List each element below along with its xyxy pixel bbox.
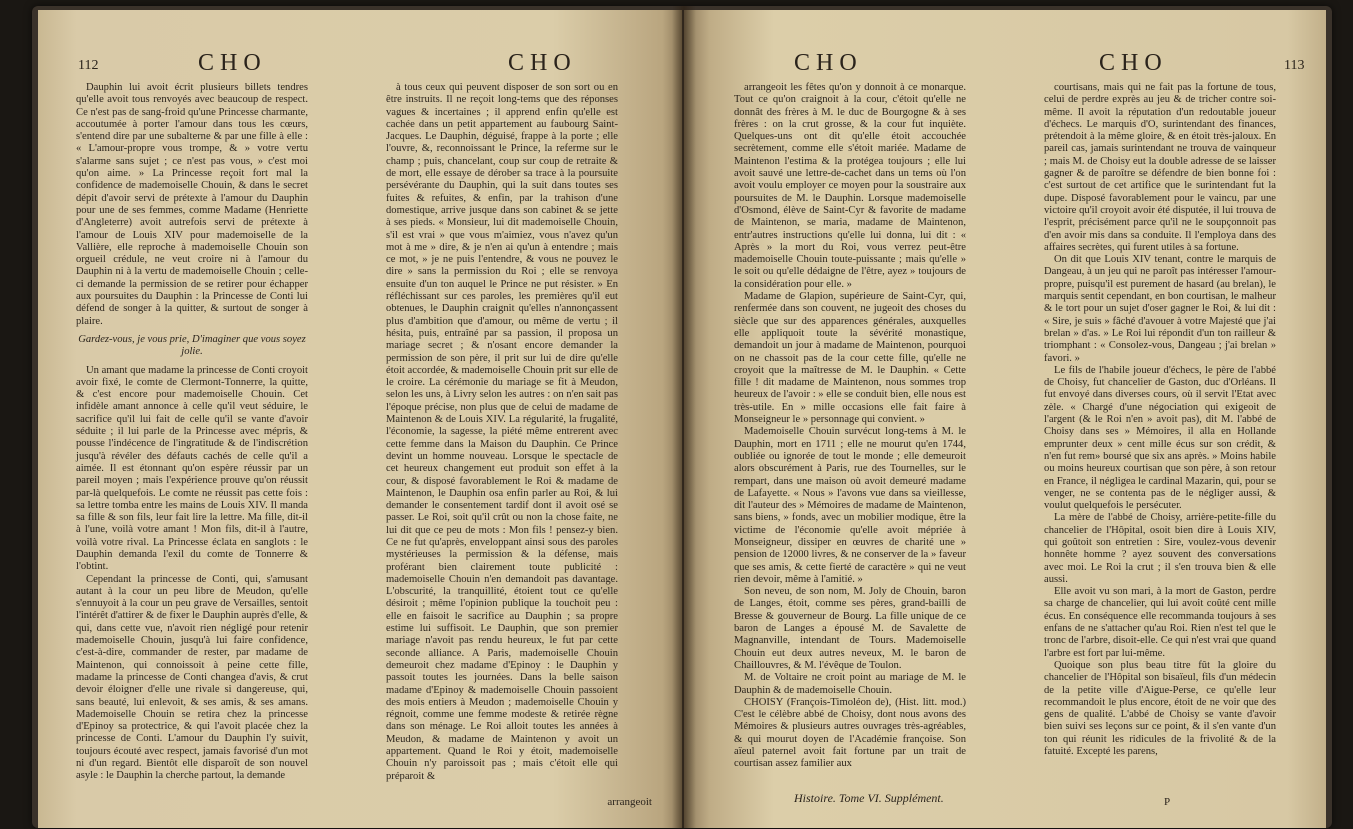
page-number: 112 (78, 58, 99, 73)
running-head: CHO (508, 50, 577, 76)
paragraph: Quoique son plus beau titre fût la gloire du chancelier de l'Hôpital son bisaïeul, fils d'un médecin de la petite ville d'Aigue-Perse, ce qu'elle leur recommandoit le plus encore, étoit de ne voir que des gens de qualité. L'abbé de Choisy se vante d'avoir bien suivi ses leçons sur ce point, & il s'en vante d'un ton qui réunit les ridicules de la frivolité & de la fatuité. Excepté les parens, (1044, 659, 1276, 758)
paragraph: à tous ceux qui peuvent disposer de son sort ou en être instruits. Il ne reçoit long-tems que des réponses vagues & incertaines ; il apprend enfin qu'elle est cachée dans un petit appartement au faubourg Saint-Jacques. Le Dauphin, déguisé, frappe à la porte ; elle l'ouvre, &, reconnoissant le Prince, la referme sur le champ ; puis, chancelant, coup sur coup de retraite & de mort, elle essaye de dérober sa trace à la poursuite persévérante du Dauphin, qui la suit dans toutes ses fuites & refuites, & enfin, par la trahison d'une domestique, arrive jusque dans son cabinet & se jette à ses pieds. « Monsieur, lui dit mademoiselle Chouin, s'il est vrai » que vous m'aimiez, vous n'avez qu'un mot à me » dire, & je n'en ai qu'un à entendre ; mais ce mot, » je ne puis l'entendre, & vous ne pouvez le dire » sans la permission du Roi ; elle se renvoya ensuite d'un ton auquel le Prince ne put résister. » En réfléchissant sur ces paroles, les premières qu'il eut obtenues, le Dauphin craignit qu'elles n'annonçassent plus d'ambition que d'amour, ou même de vertu ; il hésita, puis, entraîné par sa passion, il proposa un mariage secret ; & n'osant encore demander la permission de son père, il prit sur lui de dire qu'elle étoit accordée, & mademoiselle Chouin prit sur elle de le croire. La cérémonie du mariage se fit à Meudon, selon les uns, à Livry selon les autres : on n'en sait pas l'époque précise, non plus que de celui de madame de Maintenon & de Louis XIV. La régularité, la frugalité, l'économie, la sagesse, la piété même entrerent avec cette femme dans la Maison du Dauphin. Ce Prince devint un homme nouveau. Lorsque le spectacle de cet heureux changement eut produit son effet à la cour, & disposé favorablement le Roi & madame de Maintenon, le Dauphin osa enfin parler au Roi, & lui demander le consentement tardif dont il avoit osé se passer. Le Roi, soit qu'il crût ou non la chose faite, ne lui dit que ce peu de mots : Mon fils ! pensez-y bien. Ce ne fut qu'après, enveloppant ainsi sous des paroles mystérieuses la permission & la défense, mais proférant bien clairement toute publicité : mademoiselle Chouin n'en demandoit pas davantage. L'obscurité, la tranquillité, étoient tout ce qu'elle désiroit ; même l'opinion publique la touchoit peu : elle en faisoit le sacrifice au Dauphin ; sa propre estime lui suffisoit. Le Dauphin, que son premier mariage n'avoit pas rendu heureux, le fut par cette seconde alliance. A Paris, mademoiselle Chouin demeuroit chez madame d'Epinoy : le Dauphin y passoit toutes les journées. Dans la belle saison madame d'Epinoy & mademoiselle Chouin passoient des mois entiers à Meudon ; mademoiselle Chouin y régnoit, comme une femme modeste & retirée règne dans son ménage. Le Roi alloit toutes les années à Meudon, & madame de Maintenon y avoit un appartement. Quand le Roi y étoit, mademoiselle Chouin n'y paroissoit pas ; mais c'étoit elle qui préparoit & (386, 82, 618, 782)
book-spread (32, 6, 1332, 828)
paragraph: Un amant que madame la princesse de Conti croyoit avoir fixé, le comte de Clermont-Tonnerre, la quitte, & c'est encore pour mademoiselle Chouin. Cet infidèle amant annonce à celle qu'il veut séduire, le sacrifice qu'il lui fait de celle qu'il se vante d'avoir séduite ; il lui parle de la Princesse avec mépris, & pousse l'indécence de l'ingratitude & de l'indiscrétion jusqu'à révéler des défauts cachés de celle qu'il a aimée. Il est étonnant qu'on espère réussir par un pareil moyen ; mais l'expérience prouve qu'on réussit par-là quelquefois. Le comte ne réussit pas cette fois : sa lettre tomba entre les mains de Louis XIV. Il manda sa fille & son fils, leur fait lire la lettre. Ma fille, dit-il à l'une, voilà votre amant ! Mon fils, dit-il à l'autre, voilà votre rival. La Princesse éclata en sanglots : le Dauphin demanda l'exil du comte de Tonnerre & l'obtint. (76, 364, 308, 573)
page-number: 113 (1284, 58, 1305, 73)
text-column-2 (1044, 82, 1276, 758)
paragraph: On dit que Louis XIV tenant, contre le marquis de Dangeau, à un jeu qui ne paroît pas intéresser l'amour-propre, puisqu'il est purement de hasard (au brelan), le marquis sentit cependant, en bon courtisan, le malheur & le tort pour un sujet d'oser gagner le Roi, & lui dit : « Sire, je suis » fâché d'avouer à votre Majesté que j'ai brelan » d'as. » Le Roi lui répondit d'un ton railleur & triomphant : « Consolez-vous, Dangeau ; j'ai brelan » favori. » (1044, 254, 1276, 364)
paragraph: La mère de l'abbé de Choisy, arrière-petite-fille du chancelier de l'Hôpital, osoit bien dire à Louis XIV, qui goûtoit son entretien : Sire, voulez-vous devenir honnête homme ? ayez souvent des conversations avec moi. Le Roi la crut ; il s'en trouva bien & elle aussi. (1044, 512, 1276, 585)
signature-mark: P (1164, 796, 1171, 808)
paragraph: Madame de Glapion, supérieure de Saint-Cyr, qui, renfermée dans son couvent, ne jugeoit des choses du siècle que sur des apparences générales, auxquelles elle appliquoit toute la sévérité monastique, demandoit un jour à madame de Maintenon, pourquoi on ne chassoit pas de la cour cette fille, qu'elle ne croyoit que la maîtresse de M. le Dauphin. « Cette fille ! dit madame de Maintenon, nous sommes trop heureux de l'avoir : » elle se conduit bien, elle nous est très-utile. En » mille occasions elle fait faire à Monseigneur le » personnage qui convient. » (734, 291, 966, 426)
verse: Gardez-vous, je vous prie, D'imaginer que vous soyez jolie. (78, 333, 306, 358)
text-column-1 (76, 82, 308, 783)
text-column-2 (386, 82, 618, 783)
signature-line: Histoire. Tome VI. Supplément. (794, 791, 944, 805)
paragraph: Dauphin lui avoit écrit plusieurs billets tendres qu'elle avoit tous renvoyés avec beaucoup de respect. Ce n'est pas de sang-froid qu'une Princesse charmante, accoutumée à porter l'amour dans tous les cœurs, s'entend dire par une subalterne & par une fille à elle : « L'amour-propre vous trompe, & » votre vertu s'alarme sans sujet ; ce n'est pas vous, » c'est moi qu'on aime. » La Princesse reçoit fort mal la confidence de mademoiselle Chouin, & dans le secret dépit d'avoir servi de prétexte à l'amour du Dauphin pour une de ses femmes, comme Madame (Henriette d'Angleterre) avoit autrefois servi de prétexte à l'amour de Louis XIV pour mademoiselle de la Vallière, elle reproche à mademoiselle Chouin son orgueil crédule, ne veut croire ni à l'amour du Dauphin ni à la vertu de mademoiselle Chouin ; celle-ci demande la permission de se retirer pour échapper aux poursuites du Dauphin : la Princesse de Conti lui défend de songer à la quitter, & surtout de songer à plaire. (76, 82, 308, 327)
paragraph: M. de Voltaire ne croit point au mariage de M. le Dauphin & de mademoiselle Chouin. (734, 672, 966, 696)
book-gutter (672, 6, 696, 828)
running-head: CHO (794, 50, 863, 76)
running-head: CHO (198, 50, 267, 76)
running-head: CHO (1099, 50, 1168, 76)
paragraph: CHOISY (François-Timoléon de), (Hist. litt. mod.) C'est le célèbre abbé de Choisy, dont nous avons des Mémoires & plusieurs autres ouvrages très-agréables, & qui mourut doyen de l'Académie françoise. Son aïeul paternel avoit fait fortune par un trait de courtisan assez familier aux (734, 696, 966, 770)
paragraph: Mademoiselle Chouin survécut long-tems à M. le Dauphin, mort en 1711 ; elle ne mourut qu'en 1744, oubliée ou ignorée de tout le monde ; elle demeuroit alors obscurément à Paris, rue des Tournelles, sur le rempart, dans une maison où avoit demeuré madame de Lafayette. « Nous » l'avons vue dans sa vieillesse, dit l'auteur des » Mémoires de madame de Maintenon, sans biens, » fonds, avec un mobilier modique, être la victime de l'économie qu'elle avoit mépriée à Monseigneur, dissiper en œuvres de charité une » pension de 12000 livres, & ne conserver de la » faveur que ses amis, & cette fierté de caractère » qui ne veut rien devoir, même à l'amitié. » (734, 426, 966, 585)
paragraph: Le fils de l'habile joueur d'échecs, le père de l'abbé de Choisy, fut chancelier de Gaston, duc d'Orléans. Il fut envoyé dans diverses cours, où il servit l'Etat avec zèle. « Chargé d'une négociation qui exigeoit de l'argent (& le Roi n'en » avoit pas), dit M. l'abbé de Choisy dans ses » Mémoires, il alla en Hollande emprunter deux » cent mille écus sur son crédit, & n'en fut rem» boursé que six ans après. » Moins habile ou moins heureux courtisan que son père, à son retour en France, il négligea le cardinal Mazarin, qui, pour se venger, ne se contenta pas de le négliger aussi, & voulut quelquefois le persécuter. (1044, 364, 1276, 512)
paragraph: Cependant la princesse de Conti, qui, s'amusant autant à la cour un peu libre de Meudon, qu'elle s'ennuyoit à la cour un peu grave de Versailles, sentoit l'intérêt d'attirer & de fixer le Dauphin auprès d'elle, & qui, dans cette vue, n'avoit rien négligé pour retenir mademoiselle Chouin, jusqu'à lui faire confidence, c'est-à-dire, commander de rester, par madame de Maintenon, qui connoissoit à peine cette fille, madame la princesse de Conti changea d'avis, & crut devoir éloigner d'elle une rivale si dangereuse, qui, sans beauté, lui enlevoit, & ses amis, & ses amans. Mademoiselle Chouin se retira chez la princesse d'Epinoy sa protectrice, & qui l'avoit placée chez la princesse de Conti. L'amour du Dauphin l'y suivit, toujours écouté avec respect, jamais favorisé d'un mot ni d'un regard. Bientôt elle disparoît de son nouvel asyle : le Dauphin la cherche partout, la demande (76, 573, 308, 782)
paragraph: courtisans, mais qui ne fait pas la fortune de tous, celui de perdre exprès au jeu & de tricher contre soi-même. Il avoit la réputation d'un redoutable joueur d'échecs. Le marquis d'O, surintendant des finances, prétendoit à la même gloire, & en étoit très-jaloux. En pareil cas, jamais surintendant ne trouva de vainqueur ; mais M. de Choisy eut la double adresse de se laisser gagner & de paroître se défendre de bien bonne foi : c'est surtout de cet artifice que le surintendant fut la dupe. Disposé favorablement pour le vaincu, par une victoire qu'il croyoit avoir été disputée, il lui trouva de l'esprit, précisément parce qu'il ne le soupçonnoit pas d'en avoir mis dans sa conduite. Il l'employa dans des affaires secrètes, qui furent utiles à sa fortune. (1044, 82, 1276, 253)
right-page (684, 10, 1326, 828)
left-page (38, 10, 682, 828)
text-column-1 (734, 82, 966, 771)
paragraph: Elle avoit vu son mari, à la mort de Gaston, perdre sa charge de chancelier, qui lui avoit coûté cent mille écus. En conséquence elle recommanda toujours à ses enfans de ne s'attacher qu'au Roi. Rien n'est tel que le tronc de l'arbre, disoit-elle. Ce qui n'est vrai que quand l'arbre est fort par lui-même. (1044, 586, 1276, 659)
catchword: arrangeoit (607, 796, 652, 808)
paragraph: arrangeoit les fêtes qu'on y donnoit à ce monarque. Tout ce qu'on craignoit à la cour, c'étoit qu'elle ne donnât des frères à M. le duc de Bourgogne & à ses frères : on la crut grosse, & la cour fut inquiète. Quelques-uns ont dit qu'elle étoit accouchée secrètement, comme elle s'étoit mariée. Madame de Maintenon l'estima & la protégea toujours ; elle lui avoit sauvé une lettre-de-cachet dans un tems où l'on avoit voulu employer ce moyen pour la soustraire aux poursuites de M. le Dauphin. Lorsque mademoiselle d'Osmond, élève de Saint-Cyr & favorite de madame de Maintenon, se maria, madame de Maintenon, entr'autres instructions qu'elle lui donna, lui dit : « Après » la mort du Roi, vous verrez peut-être mademoiselle Chouin toute-puissante ; mais qu'elle » le soit ou qu'elle dédaigne de l'être, ayez » toujours de la considération pour elle. » (734, 82, 966, 290)
paragraph: Son neveu, de son nom, M. Joly de Chouin, baron de Langes, étoit, comme ses pères, grand-bailli de Bresse & gouverneur de Bourg. La fille unique de ce baron de Langes a épousé M. de Savalette de Magnanville, intendant de Tours. Mademoiselle Chouin eut deux autres neveux, M. le baron de Chaillouvres, & M. l'évêque de Toulon. (734, 586, 966, 671)
